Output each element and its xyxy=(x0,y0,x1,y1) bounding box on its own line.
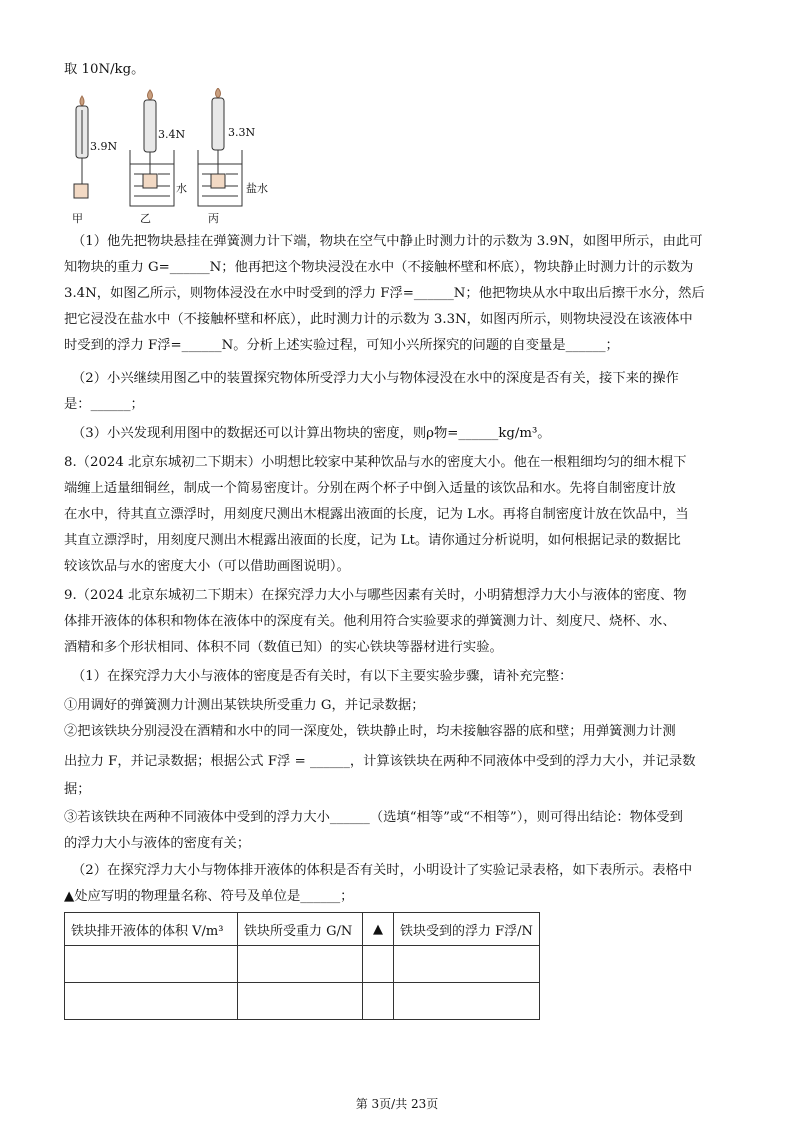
text-line: 是：______； xyxy=(64,397,144,412)
record-table xyxy=(64,912,540,1020)
table-cell[interactable] xyxy=(65,983,238,1020)
table-cell[interactable] xyxy=(238,983,363,1020)
question-8-line: 较该饮品与水的密度大小（可以借助画图说明）。 xyxy=(64,559,350,574)
question-9-line: 体排开液体的体积和物体在液体中的深度有关。他利用符合实验要求的弹簧测力计、刻度尺、烧杯、水、 xyxy=(64,614,676,629)
text-line: （1）他先把物块悬挂在弹簧测力计下端，物块在空气中静止时测力计的示数为 3.9N，如图甲所示，由此可 xyxy=(72,234,703,249)
question-9-line: ▲处应写明的物理量名称、符号及单位是______； xyxy=(64,889,354,904)
liquid-water: 水 xyxy=(176,182,187,195)
question-9-line: （1）在探究浮力大小与液体的密度是否有关时，有以下主要实验步骤，请补充完整： xyxy=(72,669,573,684)
liquid-salt-water: 盐水 xyxy=(246,182,268,195)
label-bing: 丙 xyxy=(208,212,219,225)
reading-jia: 3.9N xyxy=(90,140,118,153)
page-footer: 第 3页/共 23页 xyxy=(355,1097,439,1111)
header-buoyancy: 铁块受到的浮力 F浮/N xyxy=(394,913,540,946)
header-volume: 铁块排开液体的体积 V/m³ xyxy=(65,913,238,946)
text-line: 时受到的浮力 F浮=______N。分析上述实验过程，可知小兴所探究的问题的自变量是______； xyxy=(64,338,619,353)
question-9-line: （2）在探究浮力大小与物体排开液体的体积是否有关时，小明设计了实验记录表格，如下表所示。表格中 xyxy=(72,863,693,878)
table-row xyxy=(65,946,540,983)
label-jia: 甲 xyxy=(72,212,83,225)
reading-yi: 3.4N xyxy=(158,128,186,141)
text-line: 把它浸没在盐水中（不接触杯壁和杯底），此时测力计的示数为 3.3N，如图丙所示，则物块浸没在该液体中 xyxy=(64,312,693,327)
label-yi: 乙 xyxy=(140,212,151,225)
question-9-line: 的浮力大小与液体的密度有关； xyxy=(64,836,251,851)
table-row xyxy=(65,983,540,1020)
question-9-line: ③若该铁块在两种不同液体中受到的浮力大小______（选填“相等”或“不相等”），则可得出结论：物体受到 xyxy=(64,810,683,825)
spring-scale-figure xyxy=(60,88,350,223)
table-cell[interactable] xyxy=(238,946,363,983)
table-header-row xyxy=(65,913,540,946)
table-cell[interactable] xyxy=(65,946,238,983)
question-9-line: ②把该铁块分别浸没在酒精和水中的同一深度处，铁块静止时，均未接触容器的底和壁；用弹簧测力计测 xyxy=(64,724,676,739)
question-9-line: ①用调好的弹簧测力计测出某铁块所受重力 G，并记录数据； xyxy=(64,698,425,713)
question-9-line: 9.（2024 北京东城初二下期末）在探究浮力大小与哪些因素有关时，小明猜想浮力大小与液体的密度、物 xyxy=(64,588,687,603)
text-line: 3.4N，如图乙所示，则物体浸没在水中时受到的浮力 F浮=______N；他把物块从水中取出后擦干水分，然后 xyxy=(64,286,705,301)
question-8-line: 其直立漂浮时，用刻度尺测出木棍露出液面的长度，记为 Lt。请你通过分析说明，如何根据记录的数据比 xyxy=(64,533,681,548)
table-cell[interactable] xyxy=(363,946,394,983)
header-gravity: 铁块所受重力 G/N xyxy=(238,913,363,946)
table-cell[interactable] xyxy=(394,946,540,983)
question-9-line: 酒精和多个形状相同、体积不同（数值已知）的实心铁块等器材进行实验。 xyxy=(64,640,503,655)
question-8-line: 8.（2024 北京东城初二下期末）小明想比较家中某种饮品与水的密度大小。他在一根粗细均匀的细木棍下 xyxy=(64,455,687,470)
reading-bing: 3.3N xyxy=(228,126,256,139)
text-line: （2）小兴继续用图乙中的装置探究物体所受浮力大小与物体浸没在水中的深度是否有关，接下来的操作 xyxy=(72,371,679,386)
header-blank: ▲ xyxy=(363,913,394,946)
question-9-line: 出拉力 F，并记录数据；根据公式 F浮 = ______，计算该铁块在两种不同液体中受到的浮力大小，并记录数 xyxy=(64,754,696,769)
question-8-line: 在水中，待其直立漂浮时，用刻度尺测出木棍露出液面的长度，记为 L水。再将自制密度计放在饮品中，当 xyxy=(64,507,689,522)
table-cell[interactable] xyxy=(394,983,540,1020)
question-9-line: 据； xyxy=(64,782,91,797)
text-line: 知物块的重力 G=______N；他再把这个物块浸没在水中（不接触杯壁和杯底），物块静止时测力计的示数为 xyxy=(64,260,694,275)
table-cell[interactable] xyxy=(363,983,394,1020)
question-8-line: 端缠上适量细铜丝，制成一个简易密度计。分别在两个杯子中倒入适量的该饮品和水。先将自制密度计放 xyxy=(64,481,676,496)
intro-text: 取 10N/kg。 xyxy=(64,62,145,77)
text-line: （3）小兴发现利用图中的数据还可以计算出物块的密度，则ρ物=______kg/m³。 xyxy=(72,426,551,441)
